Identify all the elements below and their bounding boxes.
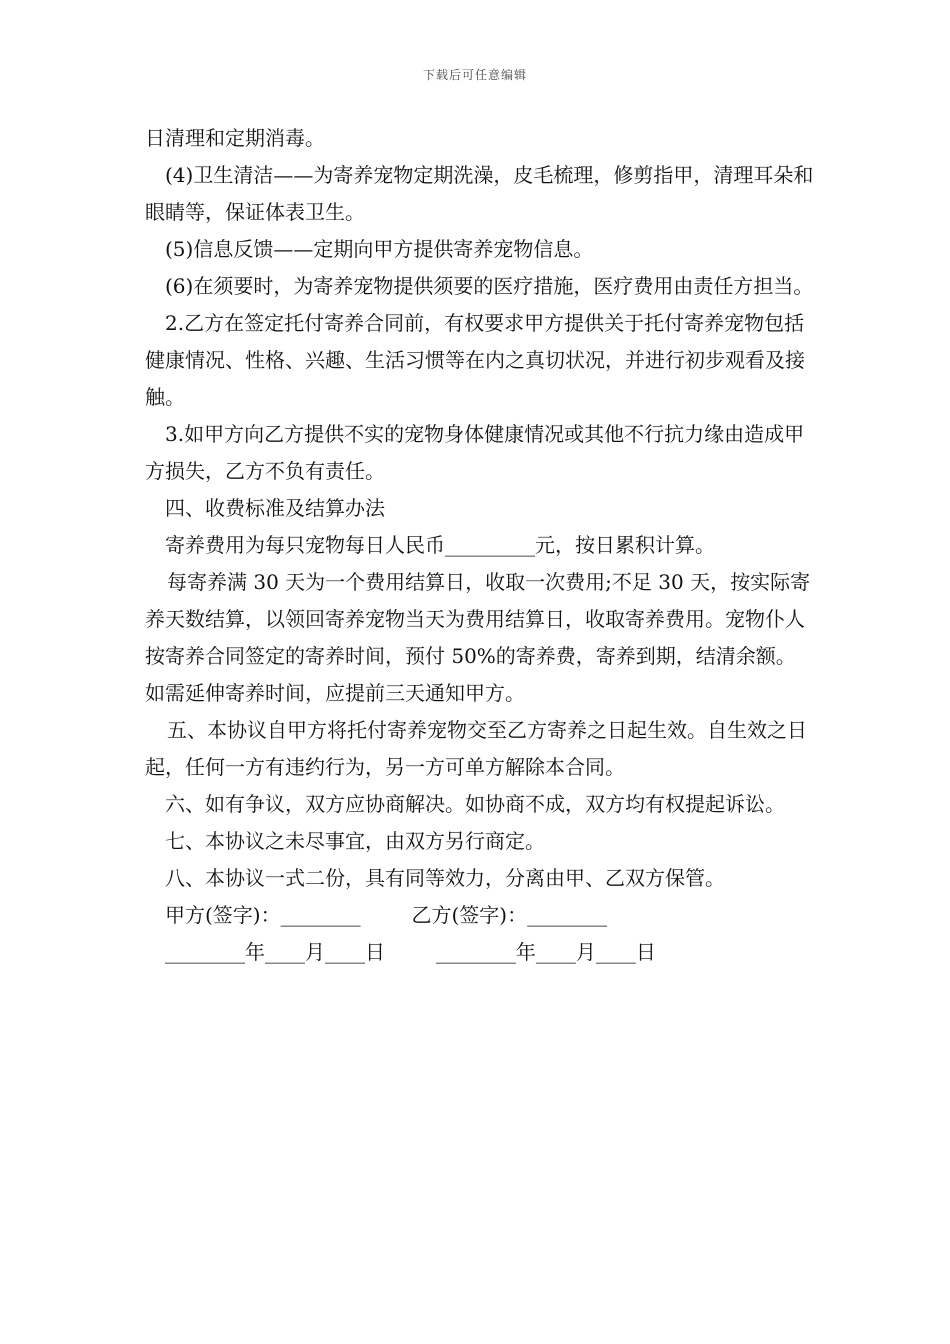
paragraph-copies: 八、本协议一式二份，具有同等效力，分离由甲、乙双方保管。 [165,866,725,890]
section-heading-fees: 四、收费标准及结算办法 [165,496,385,520]
document-body [145,120,815,971]
page-header: 下载后可任意编辑 [422,68,527,82]
paragraph-daily-fee: 寄养费用为每只宠物每日人民币_________元，按日累积计算。 [165,533,715,557]
paragraph-medical: (6)在须要时，为寄养宠物提供须要的医疗措施，医疗费用由责任方担当。 [165,274,814,298]
paragraph-disputes: 六、如有争议，双方应协商解决。如协商不成，双方均有权提起诉讼。 [165,792,785,816]
paragraph-clause-2: 2.乙方在签定托付寄养合同前，有权要求甲方提供关于托付寄养宠物包括健康情况、性格、兴趣、生活习惯等在内之真切状况，并进行初步观看及接触。 [145,311,805,409]
signature-line: 甲方(签字)：________ 乙方(签字)：________ [165,903,608,927]
paragraph-feedback: (5)信息反馈——定期向甲方提供寄养宠物信息。 [165,237,594,261]
paragraph-settlement: 每寄养满 30 天为一个费用结算日，收取一次费用;不足 30 天，按实际寄养天数结算，以领回寄养宠物当天为费用结算日，收取寄养费用。宠物仆人按寄养合同签定的寄养时间，预付 50%的寄养费，寄养到期，结清余额。如需延伸寄养时间，应提前三天通知甲方。 [145,570,811,705]
paragraph-other-matters: 七、本协议之未尽事宜，由双方另行商定。 [165,829,545,853]
paragraph-effective: 五、本协议自甲方将托付寄养宠物交至乙方寄养之日起生效。自生效之日起，任何一方有违约行为，另一方可单方解除本合同。 [145,718,807,779]
paragraph-cleaning-continued: 日清理和定期消毒。 [145,126,325,150]
paragraph-clause-3: 3.如甲方向乙方提供不实的宠物身体健康情况或其他不行抗力缘由造成甲方损失，乙方不负有责任。 [145,422,805,483]
paragraph-hygiene: (4)卫生清洁——为寄养宠物定期洗澡，皮毛梳理，修剪指甲，清理耳朵和眼睛等，保证体表卫生。 [145,163,814,224]
date-line: ________年____月____日 ________年____月____日 [165,940,656,964]
